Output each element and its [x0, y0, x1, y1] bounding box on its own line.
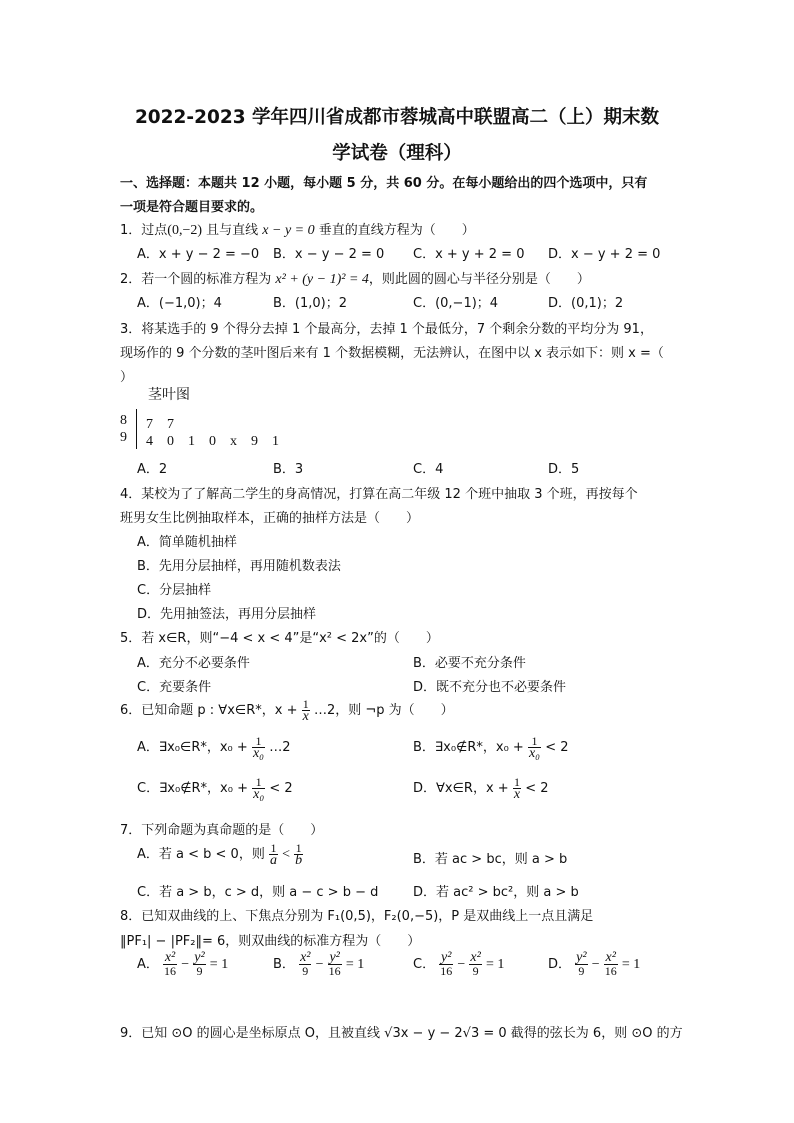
question-8-option-d: D． $\frac{\text{y²}}{9}$ − $\frac{\text{x²}}{16}$ = 1	[548, 950, 641, 978]
question-3-line-2: 现场作的 9 个分数的茎叶图后来有 1 个数据模糊，无法辨认，在图中以 x 表示如下：则 x =（	[120, 346, 664, 361]
question-2-equation: x² + (y − 1)² = 4	[275, 272, 369, 287]
question-5-option-b: B．必要不充分条件	[413, 656, 526, 671]
fraction-1	[439, 952, 453, 977]
question-8-option-c: C． $\frac{\text{y²}}{16}$ − $\frac{\text{x²}}{9}$ = 1	[413, 950, 505, 978]
fraction-2	[604, 952, 618, 977]
question-6-option-b	[413, 735, 569, 760]
question-8-line-1: 8．已知双曲线的上、下焦点分别为 F₁(0,5)，F₂(0,−5)，P 是双曲线上一点且满足	[120, 909, 594, 924]
option-c-tail: < 2	[269, 781, 293, 796]
question-3-option-b: B．3	[273, 462, 304, 477]
frac-num: x²	[470, 950, 481, 965]
frac-num: y²	[194, 950, 205, 965]
frac-den: x₀	[253, 787, 265, 802]
option-a-text: A．∃x₀∈R*，x₀ +	[137, 740, 248, 755]
option-c-text: C．∃x₀∉R*，x₀ +	[137, 781, 248, 796]
question-6	[120, 698, 454, 723]
leaves-8: 7 7	[146, 417, 174, 432]
frac-num: x²	[605, 950, 616, 965]
stem-leaf-title: 茎叶图	[148, 388, 190, 403]
question-3-line-1: 3．将某选手的 9 个得分去掉 1 个最高分，去掉 1 个最低分，7 个剩余分数的平均分为 91，	[120, 322, 653, 337]
option-b-fraction	[528, 735, 541, 760]
frac-den: 9	[302, 964, 309, 978]
question-1-point: (0,−2)	[167, 223, 203, 238]
fraction-2	[469, 952, 481, 977]
question-1-option-b: B．x − y − 2 = 0	[273, 247, 385, 262]
question-1	[120, 219, 475, 239]
fraction-2	[328, 952, 342, 977]
frac-den: 16	[164, 964, 177, 978]
question-7-option-c: C．若 a > b，c > d，则 a − c > b − d	[137, 885, 379, 900]
frac-num: x²	[300, 950, 311, 965]
frac-num: y²	[329, 950, 340, 965]
frac-num: 1	[528, 735, 541, 748]
frac-den: 16	[604, 964, 617, 978]
question-8-option-b: B． $\frac{\text{x²}}{9}$ − $\frac{\text{y²}}{16}$ = 1	[273, 950, 365, 978]
fraction-1	[163, 952, 177, 977]
frac-num: y²	[576, 950, 587, 965]
question-1-text-b: 且与直线	[202, 223, 263, 238]
question-5: 5．若 x∈R，则“−4 < x < 4”是“x² < 2x”的（ ）	[120, 631, 439, 646]
frac-den: x₀	[528, 746, 541, 761]
less-than: <	[282, 847, 291, 862]
fraction-1	[575, 952, 587, 977]
question-2-option-b: B．(1,0)；2	[273, 296, 348, 311]
option-d-fraction	[513, 776, 521, 801]
question-4-option-b: B．先用分层抽样，再用随机数表法	[137, 559, 341, 574]
question-8-option-a: A． $\frac{\text{x²}}{16}$ − $\frac{\text{y²}}{9}$ = 1	[137, 950, 229, 978]
option-a-fraction-2	[294, 842, 303, 867]
question-2-text-a: 2．若一个圆的标准方程为	[120, 272, 276, 287]
question-7: 7．下列命题为真命题的是（ ）	[120, 823, 324, 838]
question-6-text-b: …2，则 ¬p 为（ ）	[313, 703, 454, 718]
page-title-line-1: 2022-2023 学年四川省成都市蓉城高中联盟高二（上）期末数	[134, 107, 660, 128]
option-b-text: B．∃x₀∉R*，x₀ +	[413, 740, 524, 755]
frac-den: x	[513, 787, 521, 802]
question-6-option-a	[137, 735, 290, 760]
option-a-fraction-1	[269, 842, 278, 867]
frac-num: 1	[252, 735, 265, 748]
frac-num: 1	[252, 776, 265, 789]
question-1-line: x − y = 0	[262, 223, 315, 238]
option-label: D．	[548, 957, 572, 972]
option-label: C．	[413, 957, 436, 972]
option-label: B．	[273, 957, 295, 972]
frac-den: 9	[196, 964, 203, 978]
fraction-2	[193, 952, 205, 977]
option-a-fraction	[252, 735, 265, 760]
question-3-option-d: D．5	[548, 462, 580, 477]
rhs: = 1	[485, 957, 505, 972]
stem-9: 9	[120, 430, 127, 445]
option-label: A．	[137, 957, 159, 972]
frac-num: y²	[441, 950, 452, 965]
frac-den: 16	[440, 964, 453, 978]
question-2	[120, 268, 590, 288]
question-2-option-d: D．(0,1)；2	[548, 296, 624, 311]
question-3-option-c: C．4	[413, 462, 444, 477]
frac-num: 1	[295, 841, 302, 855]
frac-den: 16	[328, 964, 341, 978]
option-c-fraction	[252, 776, 265, 801]
rhs: = 1	[209, 957, 229, 972]
frac-den: x	[302, 709, 309, 724]
fraction-1	[299, 952, 311, 977]
option-d-text: D．∀x∈R，x +	[413, 781, 509, 796]
leaves-9: 4 0 1 0 x 9 1	[146, 434, 279, 449]
option-b-tail: < 2	[545, 740, 569, 755]
frac-num: x²	[164, 950, 176, 965]
section-header-line-1: 一、选择题：本题共 12 小题，每小题 5 分，共 60 分。在每小题给出的四个选项中，只有	[120, 176, 648, 191]
question-3-option-a: A．2	[137, 462, 168, 477]
question-2-option-a: A．(−1,0)；4	[137, 296, 222, 311]
question-6-option-d	[413, 776, 548, 801]
question-2-option-c: C．(0,−1)；4	[413, 296, 499, 311]
frac-num: 1	[513, 775, 520, 789]
question-6-option-c	[137, 776, 293, 801]
rhs: = 1	[621, 957, 641, 972]
question-1-text-a: 1．过点	[120, 223, 168, 238]
question-4-option-c: C．分层抽样	[137, 583, 212, 598]
option-d-tail: < 2	[525, 781, 549, 796]
frac-num: 1	[302, 697, 309, 711]
question-6-text-a: 6．已知命题 p : ∀x∈R*，x +	[120, 703, 298, 718]
question-1-option-c: C．x + y + 2 = 0	[413, 247, 525, 262]
frac-den: a	[269, 853, 277, 868]
question-7-option-d: D．若 ac² > bc²，则 a > b	[413, 885, 579, 900]
stem-leaf-divider	[136, 409, 137, 449]
question-4-option-d: D．先用抽签法，再用分层抽样	[137, 607, 317, 622]
question-2-text-b: ，则此圆的圆心与半径分别是（ ）	[368, 272, 590, 287]
frac-den: b	[295, 853, 303, 868]
question-5-option-d: D．既不充分也不必要条件	[413, 680, 567, 695]
question-4-line-1: 4．某校为了了解高二学生的身高情况，打算在高二年级 12 个班中抽取 3 个班，再按每个	[120, 487, 638, 502]
question-8-line-2: ‖PF₁| − |PF₂‖= 6，则双曲线的标准方程为（ ）	[120, 934, 421, 949]
question-1-text-c: 垂直的直线方程为（ ）	[314, 223, 475, 238]
frac-den: x₀	[252, 746, 265, 761]
rhs: = 1	[345, 957, 365, 972]
question-7-option-b: B．若 ac > bc，则 a > b	[413, 852, 568, 867]
question-4-option-a: A．简单随机抽样	[137, 535, 237, 550]
option-a-text: A．若 a < b < 0，则	[137, 847, 265, 862]
question-6-fraction	[302, 698, 310, 723]
frac-den: 9	[578, 964, 585, 978]
question-1-option-a: A．x + y − 2 = −0	[137, 247, 260, 262]
section-header-line-2: 一项是符合题目要求的。	[120, 200, 264, 215]
option-a-tail: …2	[269, 740, 291, 755]
question-1-option-d: D．x − y + 2 = 0	[548, 247, 661, 262]
question-5-option-c: C．充要条件	[137, 680, 212, 695]
page-title-line-2: 学试卷（理科）	[332, 143, 462, 164]
question-5-option-a: A．充分不必要条件	[137, 656, 250, 671]
question-9: 9．已知 ⊙O 的圆心是坐标原点 O，且被直线 √3x − y − 2√3 = 0 截得的弦长为 6，则 ⊙O 的方	[120, 1026, 683, 1041]
question-7-option-a	[137, 842, 303, 867]
stem-8: 8	[120, 413, 127, 428]
question-4-line-2: 班男女生比例抽取样本，正确的抽样方法是（ ）	[120, 511, 420, 526]
frac-den: 9	[472, 964, 479, 978]
question-3-line-3: ）	[120, 370, 134, 385]
frac-num: 1	[270, 841, 277, 855]
